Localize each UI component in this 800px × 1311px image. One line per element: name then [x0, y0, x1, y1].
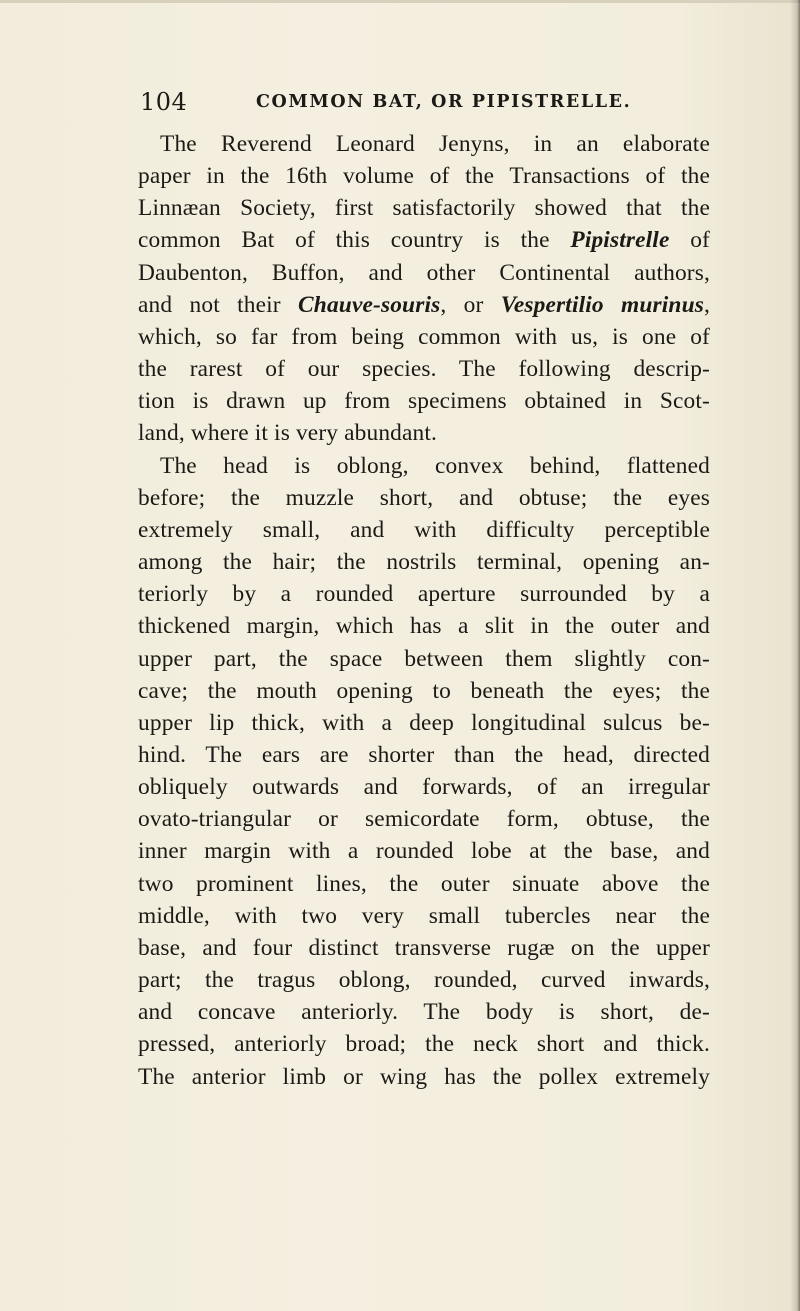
text-run: upper lip thick, with a deep longitudinal sulcus be-: [138, 709, 710, 736]
italic-term: Chauve-souris: [298, 291, 441, 318]
running-head: [140, 88, 700, 118]
text-line: [138, 1028, 710, 1060]
text-run: ,: [704, 291, 711, 318]
text-run: Daubenton, Buffon, and other Continental authors,: [138, 259, 710, 286]
text-line: [138, 675, 710, 707]
text-run: hind. The ears are shorter than the head, directed: [138, 741, 710, 768]
text-line: [138, 964, 710, 996]
text-line: [138, 739, 710, 771]
text-line: [138, 353, 710, 385]
text-run: The anterior limb or wing has the pollex extremely: [138, 1063, 710, 1090]
text-line: [138, 514, 710, 546]
running-title: COMMON BAT, OR PIPISTRELLE.: [256, 92, 632, 112]
text-line: [138, 321, 710, 353]
page-top-edge: [0, 0, 800, 3]
text-line: [138, 417, 710, 449]
text-line: [138, 868, 710, 900]
text-run: and concave anteriorly. The body is short, de-: [138, 999, 710, 1026]
text-run: which, so far from being common with us, is one of: [138, 323, 710, 350]
text-run: the rarest of our species. The following descrip-: [138, 356, 710, 383]
text-line: [138, 289, 710, 321]
text-run: common Bat of this country is the: [138, 227, 571, 254]
text-run: of: [669, 227, 710, 254]
text-run: obliquely outwards and forwards, of an irregular: [138, 774, 710, 801]
text-run: upper part, the space between them slightly con-: [138, 645, 710, 672]
text-line: [138, 160, 710, 192]
paragraph-1: [138, 128, 710, 450]
text-line: [138, 771, 710, 803]
text-run: middle, with two very small tubercles near the: [138, 902, 710, 929]
text-line: [138, 707, 710, 739]
text-line: [138, 932, 710, 964]
text-run: thickened margin, which has a slit in the outer and: [138, 613, 710, 640]
text-run: ovato-triangular or semicordate form, obtuse, the: [138, 806, 710, 833]
paragraph-2: [138, 450, 710, 1093]
text-run: inner margin with a rounded lobe at the base, and: [138, 838, 710, 865]
text-run: pressed, anteriorly broad; the neck short and thick.: [138, 1031, 710, 1058]
text-run: paper in the 16th volume of the Transactions of the: [138, 163, 710, 190]
text-run: Linnæan Society, first satisfactorily showed that the: [138, 195, 710, 222]
text-run: cave; the mouth opening to beneath the eyes; the: [138, 677, 710, 704]
text-line: [138, 257, 710, 289]
text-line: [138, 835, 710, 867]
text-line: [138, 610, 710, 642]
text-line: [138, 996, 710, 1028]
text-run: The Reverend Leonard Jenyns, in an elaborate: [160, 131, 710, 157]
text-line: [138, 900, 710, 932]
italic-term: Vespertilio murinus: [500, 291, 705, 318]
text-run: base, and four distinct transverse rugæ on the upper: [138, 934, 710, 961]
text-line: [138, 546, 710, 578]
text-line: [138, 192, 710, 224]
page-edge-shadow: [790, 0, 800, 1311]
text-run: teriorly by a rounded aperture surrounded by a: [138, 581, 710, 608]
text-line: [138, 643, 710, 675]
text-run: before; the muzzle short, and obtuse; the eyes: [138, 484, 710, 511]
page-number: 104: [140, 88, 188, 116]
text-run: , or: [440, 291, 501, 318]
text-run: The head is oblong, convex behind, flattened: [160, 452, 710, 479]
text-run: among the hair; the nostrils terminal, opening an-: [138, 549, 710, 576]
text-run: two prominent lines, the outer sinuate above the: [138, 870, 710, 897]
text-run: tion is drawn up from specimens obtained in Scot-: [138, 388, 710, 415]
text-line: [138, 450, 710, 482]
text-line: [138, 1061, 710, 1093]
text-run: extremely small, and with difficulty perceptible: [138, 516, 710, 543]
body-text: [138, 128, 710, 1093]
text-run: and not their: [138, 291, 299, 318]
text-line: [138, 803, 710, 835]
text-line: [138, 385, 710, 417]
italic-term: Pipistrelle: [570, 227, 670, 254]
text-line: [138, 224, 710, 256]
text-run: part; the tragus oblong, rounded, curved inwards,: [138, 967, 710, 994]
text-line: [138, 578, 710, 610]
text-run: land, where it is very abundant.: [138, 420, 438, 447]
text-line: [138, 128, 710, 160]
text-line: [138, 482, 710, 514]
